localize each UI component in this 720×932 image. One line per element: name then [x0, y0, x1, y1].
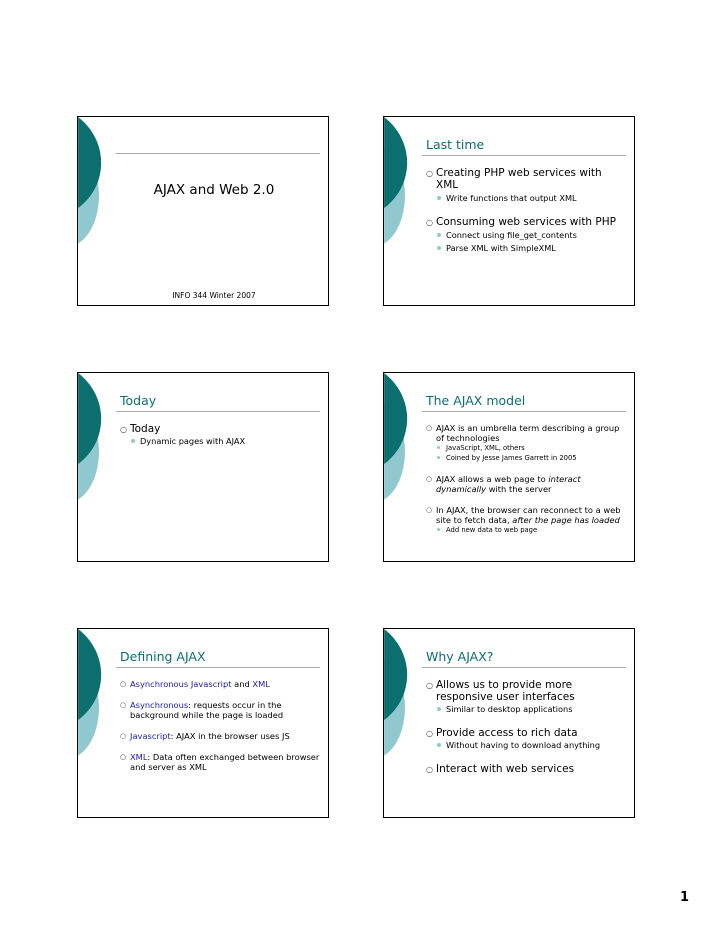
sub-bullet: Dynamic pages with AJAX: [120, 436, 320, 447]
slide-body: [426, 679, 626, 775]
bullet: ○ Today: [120, 423, 161, 435]
title-rule: [422, 155, 626, 156]
slide-decoration: [78, 373, 108, 561]
slide-decoration: [384, 629, 414, 817]
sub-bullet: JavaScript, XML, others: [426, 443, 626, 453]
dot-bullet-icon: [437, 246, 441, 250]
slide-decoration: [78, 629, 108, 817]
slide-defining-ajax: [77, 628, 329, 818]
sub-bullet: Connect using file_get_contents: [426, 230, 626, 241]
slide-body: [426, 167, 626, 254]
page-number: 1: [680, 890, 690, 905]
slide-body: [120, 423, 320, 447]
bullet: ○ Asynchronous Javascript and XML: [120, 679, 270, 689]
bullet: ○ XML: Data often exchanged between browser and server as XML: [120, 752, 320, 772]
slide-title: [77, 116, 329, 306]
slide-title-text: Why AJAX?: [426, 649, 494, 664]
title-rule: [422, 667, 626, 668]
bullet: ○ Javascript: AJAX in the browser uses JS: [120, 731, 290, 741]
dot-bullet-icon: [437, 233, 441, 237]
circle-bullet-icon: ○: [120, 701, 127, 709]
bullet: ○ Creating PHP web services with XML: [426, 167, 602, 191]
slide-why-ajax: [383, 628, 635, 818]
sub-bullet: Parse XML with SimpleXML: [426, 243, 626, 254]
bullet: ○ Consuming web services with PHP: [426, 216, 616, 228]
dot-bullet-icon: [437, 707, 441, 711]
circle-bullet-icon: ○: [426, 765, 433, 774]
slide-today: [77, 372, 329, 562]
title-rule: [116, 667, 320, 668]
slide-body: [426, 423, 626, 535]
slide-last-time: [383, 116, 635, 306]
circle-bullet-icon: ○: [426, 681, 433, 690]
slide-ajax-model: [383, 372, 635, 562]
bullet: ○ AJAX allows a web page to interact dynamically with the server: [426, 474, 581, 494]
title-rule: [116, 153, 320, 154]
dot-bullet-icon: [437, 743, 441, 747]
circle-bullet-icon: ○: [120, 753, 127, 761]
bullet: ○ Asynchronous: requests occur in the background while the page is loaded: [120, 700, 284, 720]
circle-bullet-icon: ○: [426, 218, 433, 227]
circle-bullet-icon: ○: [426, 506, 433, 514]
dot-bullet-icon: [437, 528, 440, 531]
course-subtitle: INFO 344 Winter 2007: [172, 291, 256, 300]
circle-bullet-icon: ○: [426, 729, 433, 738]
slide-decoration: [384, 117, 414, 305]
slide-decoration: [384, 373, 414, 561]
title-rule: [116, 411, 320, 412]
bullet: ○ Allows us to provide more responsive user interfaces: [426, 679, 575, 703]
bullet: ○ Interact with web services: [426, 763, 575, 775]
title-rule: [422, 411, 626, 412]
slide-body: [120, 679, 320, 772]
presentation-title: AJAX and Web 2.0: [153, 182, 275, 198]
circle-bullet-icon: ○: [120, 732, 127, 740]
circle-bullet-icon: ○: [120, 680, 127, 688]
slide-title-text: Today: [120, 393, 157, 408]
sub-bullet: Coined by Jesse James Garrett in 2005: [426, 453, 626, 463]
slide-title-text: The AJAX model: [426, 393, 526, 408]
circle-bullet-icon: ○: [426, 424, 433, 432]
sub-bullet: Without having to download anything: [426, 740, 626, 751]
sub-bullet: Write functions that output XML: [426, 193, 626, 204]
slide-title-text: Defining AJAX: [120, 649, 206, 664]
dot-bullet-icon: [437, 196, 441, 200]
bullet: ○ In AJAX, the browser can reconnect to a web site to fetch data, after the page has loaded: [426, 505, 621, 525]
circle-bullet-icon: ○: [120, 425, 127, 434]
slide-decoration: [78, 117, 108, 305]
bullet: ○ AJAX is an umbrella term describing a group of technologies: [426, 423, 620, 443]
dot-bullet-icon: [131, 439, 135, 443]
circle-bullet-icon: ○: [426, 475, 433, 483]
dot-bullet-icon: [437, 456, 440, 459]
circle-bullet-icon: ○: [426, 169, 433, 178]
sub-bullet: Add new data to web page: [426, 525, 626, 535]
dot-bullet-icon: [437, 446, 440, 449]
sub-bullet: Similar to desktop applications: [426, 704, 626, 715]
bullet: ○ Provide access to rich data: [426, 727, 578, 739]
slide-title-text: Last time: [426, 137, 485, 152]
